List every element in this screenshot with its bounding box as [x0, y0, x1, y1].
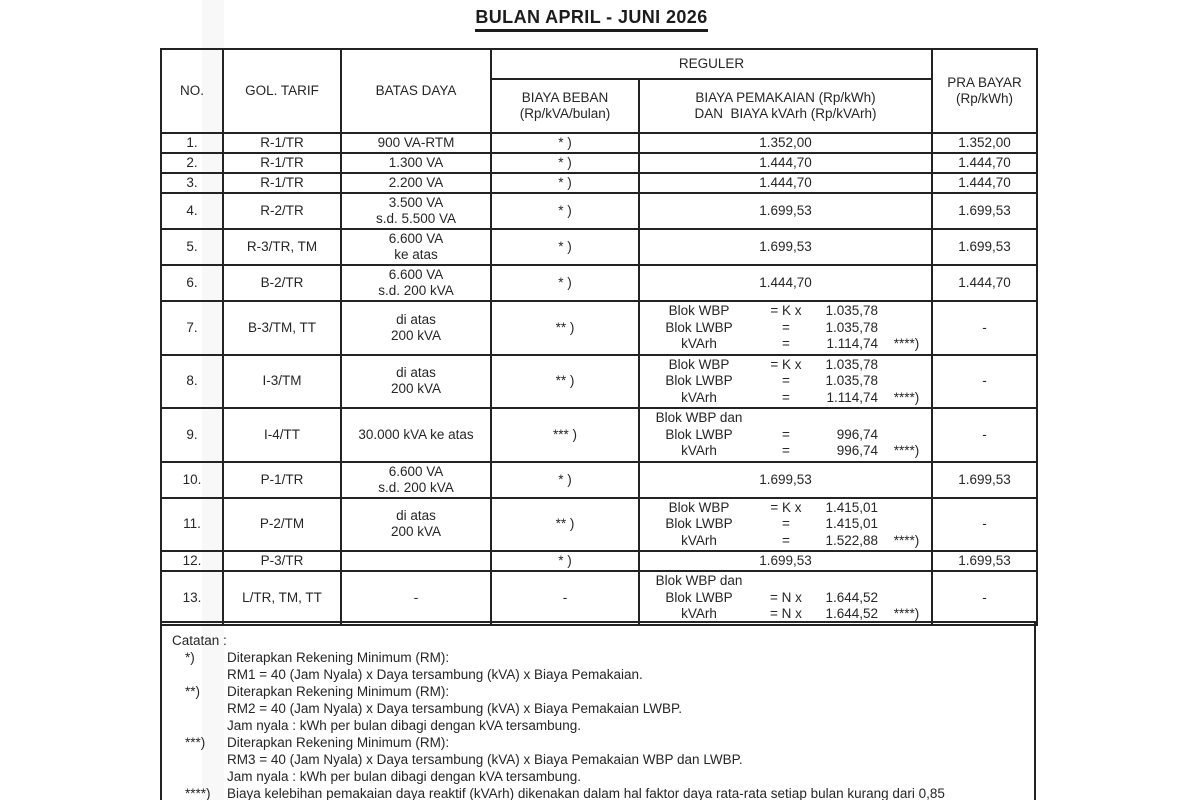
cell-biaya-pemakaian: 1.699,53	[639, 229, 932, 265]
col-header-batas-daya: BATAS DAYA	[341, 49, 491, 133]
blok-operator: =	[782, 516, 790, 531]
table-row	[161, 462, 1037, 498]
cell-biaya-pemakaian: 1.699,53	[639, 462, 932, 498]
cell-no: 12.	[161, 551, 223, 571]
cell-gol-tarif: R-1/TR	[223, 173, 341, 193]
batas-daya-line: di atas	[396, 508, 436, 524]
blok-label: kVArh	[681, 606, 717, 621]
cell-batas-daya	[341, 498, 491, 552]
batas-daya-line: s.d. 200 kVA	[378, 479, 454, 495]
note-marker: **)	[185, 684, 201, 699]
cell-pra-bayar: 1.699,53	[932, 462, 1037, 498]
header-line: DAN BIAYA kVArh (Rp/kVArh)	[694, 106, 877, 121]
cell-no: 7.	[161, 301, 223, 355]
blok-suffix: ****)	[893, 606, 920, 621]
blok-suffix: ****)	[893, 336, 920, 351]
blok-label: Blok WBP	[668, 356, 730, 372]
cell-no: 4.	[161, 193, 223, 229]
cell-biaya-beban: * )	[491, 265, 639, 301]
cell-gol-tarif: L/TR, TM, TT	[223, 571, 341, 625]
note-lines	[227, 734, 1028, 785]
note-marker: *)	[185, 650, 195, 665]
blok-suffix	[878, 500, 927, 517]
blok-value: 1.035,78	[825, 319, 878, 335]
batas-daya-line: 200 kVA	[390, 381, 442, 397]
cell-batas-daya	[341, 133, 491, 153]
table-row	[161, 229, 1037, 265]
blok-label: Blok WBP dan	[655, 573, 743, 588]
cell-pra-bayar: 1.352,00	[932, 133, 1037, 153]
batas-daya-line: s.d. 200 kVA	[378, 283, 454, 298]
blok-suffix	[878, 427, 927, 444]
cell-biaya-beban: ** )	[491, 355, 639, 409]
table-row	[161, 173, 1037, 193]
batas-daya-line: 6.600 VA	[388, 267, 444, 282]
col-header-biaya-pemakaian	[639, 79, 932, 133]
col-header-reguler: REGULER	[491, 49, 932, 79]
batas-daya-line: 30.000 kVA ke atas	[358, 426, 474, 442]
note-line: Diterapkan Rekening Minimum (RM):	[227, 650, 450, 665]
blok-value	[818, 410, 878, 427]
blok-operator: =	[782, 389, 790, 405]
blok-label: Blok LWBP	[665, 516, 733, 531]
cell-biaya-beban: ** )	[491, 301, 639, 355]
batas-daya-line: -	[413, 589, 419, 605]
cell-biaya-pemakaian: 1.352,00	[639, 133, 932, 153]
table-row	[161, 301, 1037, 355]
cell-batas-daya	[341, 462, 491, 498]
blok-label: Blok LWBP	[665, 373, 733, 388]
cell-gol-tarif: P-3/TR	[223, 551, 341, 571]
cell-pra-bayar: -	[932, 408, 1037, 462]
cell-biaya-pemakaian: 1.444,70	[639, 153, 932, 173]
batas-daya-line: di atas	[396, 365, 436, 381]
cell-pra-bayar: 1.444,70	[932, 173, 1037, 193]
cell-biaya-pemakaian	[639, 571, 932, 625]
blok-operator: = K x	[770, 499, 802, 515]
header-line: BIAYA PEMAKAIAN (Rp/kWh)	[695, 90, 876, 105]
cell-biaya-pemakaian: 1.444,70	[639, 173, 932, 193]
blok-operator: =	[782, 426, 790, 442]
blok-suffix: ****)	[893, 443, 920, 458]
cell-biaya-pemakaian	[639, 498, 932, 552]
cell-no: 6.	[161, 265, 223, 301]
blok-operator: = N x	[770, 606, 802, 621]
batas-daya-line: 200 kVA	[390, 524, 442, 540]
cell-biaya-beban: * )	[491, 551, 639, 571]
cell-pra-bayar: 1.444,70	[932, 153, 1037, 173]
cell-biaya-beban: * )	[491, 462, 639, 498]
cell-gol-tarif: R-1/TR	[223, 153, 341, 173]
blok-line	[644, 410, 927, 427]
blok-suffix	[878, 516, 927, 533]
cell-biaya-beban: ** )	[491, 498, 639, 552]
cell-gol-tarif: P-1/TR	[223, 462, 341, 498]
cell-batas-daya	[341, 173, 491, 193]
col-header-gol-tarif: GOL. TARIF	[223, 49, 341, 133]
blok-value: 1.644,52	[825, 606, 878, 621]
cell-pra-bayar: -	[932, 355, 1037, 409]
batas-daya-line: di atas	[396, 311, 436, 327]
cell-pra-bayar: 1.699,53	[932, 229, 1037, 265]
blok-value: 1.035,78	[825, 303, 878, 318]
blok-value	[818, 573, 878, 590]
blok-line	[644, 500, 927, 517]
cell-gol-tarif: I-3/TM	[223, 355, 341, 409]
cell-pra-bayar: -	[932, 301, 1037, 355]
blok-operator: = N x	[770, 589, 802, 605]
cell-biaya-pemakaian: 1.444,70	[639, 265, 932, 301]
batas-daya-line: 200 kVA	[390, 327, 442, 343]
cell-biaya-pemakaian	[639, 355, 932, 409]
cell-biaya-beban: -	[491, 571, 639, 625]
blok-suffix	[878, 320, 927, 337]
blok-value: 1.114,74	[826, 389, 878, 405]
cell-no: 2.	[161, 153, 223, 173]
note-line: Jam nyala : kWh per bulan dibagi dengan kVA tersambung.	[227, 769, 581, 784]
blok-line	[644, 590, 927, 607]
blok-operator: =	[782, 336, 790, 351]
blok-line	[644, 373, 927, 390]
cell-batas-daya	[341, 153, 491, 173]
cell-biaya-pemakaian	[639, 408, 932, 462]
col-header-biaya-beban	[491, 79, 639, 133]
blok-line	[644, 320, 927, 337]
blok-value: 1.035,78	[825, 356, 878, 372]
blok-label: Blok WBP dan	[655, 410, 743, 425]
blok-suffix: ****)	[893, 532, 920, 548]
blok-line	[644, 443, 927, 460]
cell-batas-daya	[341, 551, 491, 571]
batas-daya-line: 1.300 VA	[388, 155, 444, 170]
blok-operator: = K x	[770, 356, 802, 372]
cell-gol-tarif: B-3/TM, TT	[223, 301, 341, 355]
table-row	[161, 265, 1037, 301]
cell-biaya-beban: *** )	[491, 408, 639, 462]
blok-value: 1.522,88	[825, 532, 878, 548]
blok-line	[644, 533, 927, 550]
cell-biaya-beban: * )	[491, 153, 639, 173]
blok-operator: =	[782, 532, 790, 548]
table-row	[161, 153, 1037, 173]
blok-label: kVArh	[681, 532, 717, 548]
table-row	[161, 133, 1037, 153]
cell-biaya-beban: * )	[491, 133, 639, 153]
blok-label: kVArh	[681, 443, 717, 458]
blok-operator	[754, 410, 818, 427]
note-line: Diterapkan Rekening Minimum (RM):	[227, 684, 450, 699]
blok-label: kVArh	[681, 389, 717, 405]
table-row	[161, 551, 1037, 571]
blok-line	[644, 303, 927, 320]
blok-line	[644, 357, 927, 374]
cell-gol-tarif: B-2/TR	[223, 265, 341, 301]
cell-pra-bayar: -	[932, 571, 1037, 625]
cell-batas-daya	[341, 229, 491, 265]
notes-list	[172, 649, 1028, 800]
blok-value: 1.415,01	[825, 516, 878, 531]
blok-suffix	[878, 573, 927, 590]
cell-biaya-beban: * )	[491, 173, 639, 193]
cell-biaya-beban: * )	[491, 229, 639, 265]
blok-label: Blok LWBP	[665, 589, 733, 605]
blok-label: Blok WBP	[668, 303, 730, 318]
note-item	[172, 683, 1028, 734]
blok-suffix	[878, 357, 927, 374]
note-marker: ****)	[185, 786, 211, 800]
blok-suffix	[878, 303, 927, 320]
blok-operator	[754, 573, 818, 590]
cell-pra-bayar: -	[932, 498, 1037, 552]
cell-batas-daya	[341, 571, 491, 625]
blok-label: kVArh	[681, 336, 717, 351]
table-row	[161, 408, 1037, 462]
note-line: Biaya kelebihan pemakaian daya reaktif (kVArh) dikenakan dalam hal faktor daya rata-rata setiap bulan kurang dari 0,85	[227, 786, 945, 800]
batas-daya-line: 3.500 VA	[388, 195, 444, 210]
cell-no: 9.	[161, 408, 223, 462]
notes-heading: Catatan :	[172, 633, 227, 648]
note-lines	[227, 683, 1028, 734]
blok-operator: =	[782, 443, 790, 458]
batas-daya-line: ke atas	[394, 247, 438, 262]
header-line: PRA BAYAR	[947, 75, 1022, 90]
header-line: (Rp/kWh)	[956, 91, 1014, 106]
note-marker: ***)	[185, 735, 206, 750]
blok-value: 996,74	[836, 443, 878, 458]
blok-operator: =	[782, 373, 790, 388]
cell-no: 13.	[161, 571, 223, 625]
cell-biaya-beban: * )	[491, 193, 639, 229]
blok-operator: =	[782, 319, 790, 335]
cell-no: 3.	[161, 173, 223, 193]
table-row	[161, 355, 1037, 409]
blok-value: 1.644,52	[825, 589, 878, 605]
cell-biaya-pemakaian: 1.699,53	[639, 551, 932, 571]
blok-line	[644, 573, 927, 590]
cell-gol-tarif: R-1/TR	[223, 133, 341, 153]
table-row	[161, 571, 1037, 625]
blok-suffix	[878, 410, 927, 427]
note-line: RM1 = 40 (Jam Nyala) x Daya tersambung (kVA) x Biaya Pemakaian.	[227, 667, 643, 682]
page-title	[0, 7, 1183, 32]
table-row	[161, 498, 1037, 552]
tariff-table-body	[161, 133, 1037, 625]
cell-pra-bayar: 1.699,53	[932, 551, 1037, 571]
batas-daya-line: 6.600 VA	[388, 231, 444, 246]
note-lines	[227, 649, 1028, 683]
batas-daya-line: 6.600 VA	[388, 463, 444, 479]
table-row	[161, 193, 1037, 229]
cell-gol-tarif: R-3/TR, TM	[223, 229, 341, 265]
cell-biaya-pemakaian: 1.699,53	[639, 193, 932, 229]
cell-no: 5.	[161, 229, 223, 265]
blok-suffix	[878, 590, 927, 607]
cell-batas-daya	[341, 265, 491, 301]
blok-line	[644, 516, 927, 533]
tariff-table	[160, 48, 1038, 626]
page-title-text: BULAN APRIL - JUNI 2026	[475, 7, 707, 32]
note-lines	[227, 785, 1028, 800]
cell-batas-daya	[341, 193, 491, 229]
cell-batas-daya	[341, 355, 491, 409]
tariff-table-header	[161, 49, 1037, 133]
note-item	[172, 734, 1028, 785]
cell-batas-daya	[341, 408, 491, 462]
blok-line	[644, 336, 927, 353]
cell-gol-tarif: R-2/TR	[223, 193, 341, 229]
blok-line	[644, 390, 927, 407]
note-line: Jam nyala : kWh per bulan dibagi dengan kVA tersambung.	[227, 718, 581, 733]
blok-value: 1.035,78	[825, 373, 878, 388]
notes-box	[160, 621, 1036, 800]
note-line: Diterapkan Rekening Minimum (RM):	[227, 735, 450, 750]
cell-no: 8.	[161, 355, 223, 409]
blok-value: 996,74	[836, 426, 878, 442]
blok-value: 1.415,01	[825, 499, 878, 515]
blok-operator: = K x	[770, 303, 802, 318]
cell-biaya-pemakaian	[639, 301, 932, 355]
header-line: (Rp/kVA/bulan)	[519, 106, 611, 121]
blok-label: Blok WBP	[668, 499, 730, 515]
blok-suffix	[878, 373, 927, 390]
cell-no: 1.	[161, 133, 223, 153]
col-header-pra-bayar	[932, 49, 1037, 133]
cell-gol-tarif: I-4/TT	[223, 408, 341, 462]
blok-value: 1.114,74	[826, 336, 878, 351]
note-item	[172, 649, 1028, 683]
note-line: RM3 = 40 (Jam Nyala) x Daya tersambung (kVA) x Biaya Pemakaian WBP dan LWBP.	[227, 752, 743, 767]
cell-no: 11.	[161, 498, 223, 552]
blok-line	[644, 427, 927, 444]
blok-label: Blok LWBP	[665, 426, 733, 442]
batas-daya-line: 2.200 VA	[388, 175, 444, 190]
batas-daya-line: s.d. 5.500 VA	[375, 211, 457, 226]
cell-no: 10.	[161, 462, 223, 498]
batas-daya-line: 900 VA-RTM	[377, 135, 455, 150]
header-line: BIAYA BEBAN	[521, 90, 609, 105]
note-line: RM2 = 40 (Jam Nyala) x Daya tersambung (kVA) x Biaya Pemakaian LWBP.	[227, 701, 683, 716]
blok-label: Blok LWBP	[665, 319, 733, 335]
cell-gol-tarif: P-2/TM	[223, 498, 341, 552]
blok-suffix: ****)	[893, 389, 920, 405]
cell-batas-daya	[341, 301, 491, 355]
cell-pra-bayar: 1.444,70	[932, 265, 1037, 301]
note-item	[172, 785, 1028, 800]
col-header-no: NO.	[161, 49, 223, 133]
cell-pra-bayar: 1.699,53	[932, 193, 1037, 229]
